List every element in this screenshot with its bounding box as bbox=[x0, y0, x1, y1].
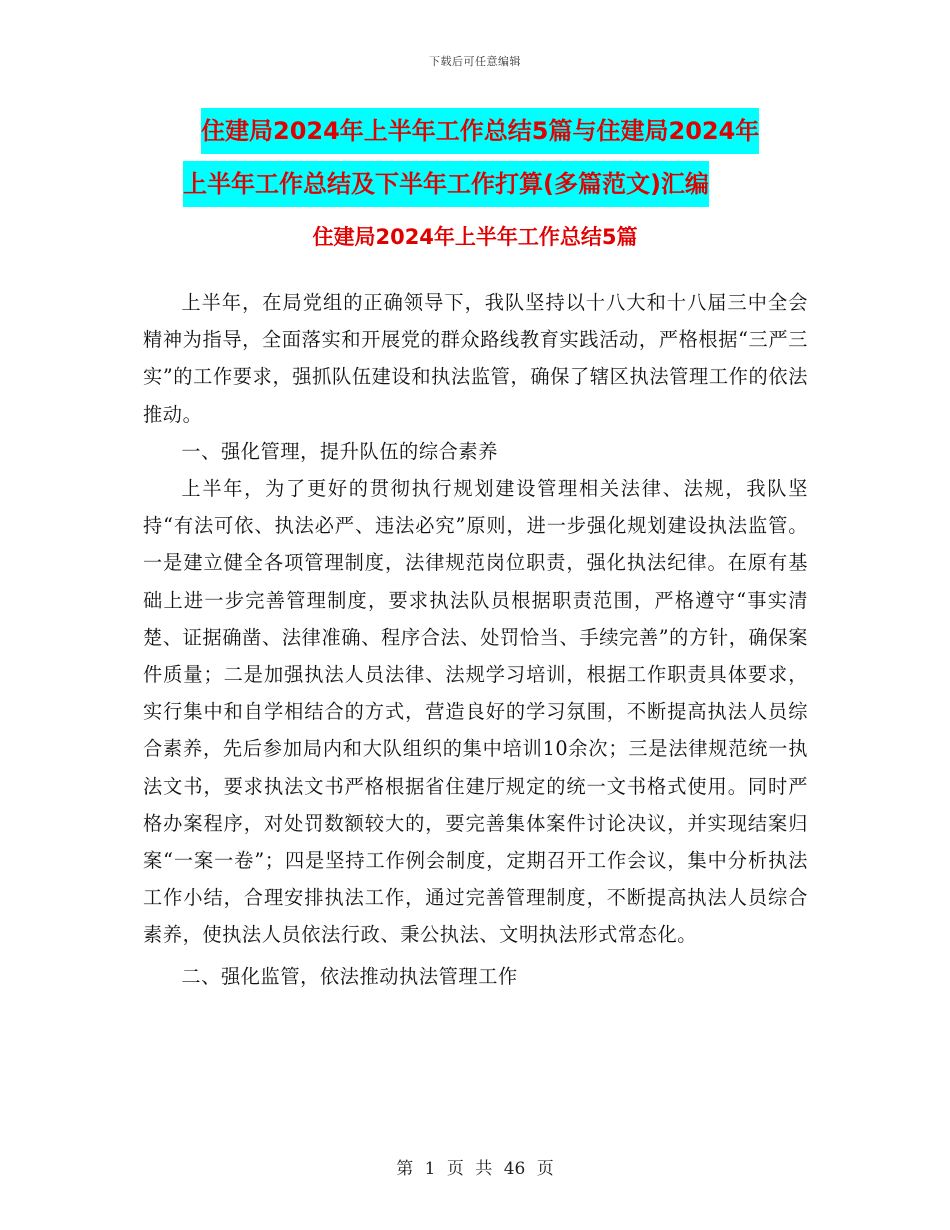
document-title-line-2: 上半年工作总结及下半年工作打算(多篇范文)汇编 bbox=[183, 161, 709, 207]
document-title bbox=[183, 106, 823, 212]
document-title-line-1: 住建局2024年上半年工作总结5篇与住建局2024年 bbox=[201, 108, 759, 154]
heading-section-2: 二、强化监管，依法推动执法管理工作 bbox=[181, 964, 518, 988]
section-title: 住建局2024年上半年工作总结5篇 bbox=[312, 225, 638, 249]
paragraph-intro: 上半年，在局党组的正确领导下，我队坚持以十八大和十八届三中全会精神为指导，全面落实和开展党的群众路线教育实践活动，严格根据“三严三实”的工作要求，强抓队伍建设和执法监管，确保了辖区执法管理工作的依法推动。 bbox=[143, 291, 808, 426]
page-header-note: 下载后可任意编辑 bbox=[429, 55, 521, 68]
paragraph-section-1: 上半年，为了更好的贯彻执行规划建设管理相关法律、法规，我队坚持“有法可依、执法必严、违法必究”原则，进一步强化规划建设执法监管。一是建立健全各项管理制度，法律规范岗位职责，强化执法纪律。在原有基础上进一步完善管理制度，要求执法队员根据职责范围，严格遵守“事实清楚、证据确凿、法律准确、程序合法、处罚恰当、手续完善”的方针，确保案件质量；二是加强执法人员法律、法规学习培训，根据工作职责具体要求，实行集中和自学相结合的方式，营造良好的学习氛围，不断提高执法人员综合素养，先后参加局内和大队组织的集中培训10余次；三是法律规范统一执法文书，要求执法文书严格根据省住建厅规定的统一文书格式使用。同时严格办案程序，对处罚数额较大的，要完善集体案件讨论决议，并实现结案归案“一案一卷”；四是坚持工作例会制度，定期召开工作会议，集中分析执法工作小结，合理安排执法工作，通过完善管理制度，不断提高执法人员综合素养，使执法人员依法行政、秉公执法、文明执法形式常态化。 bbox=[143, 477, 808, 947]
document-body bbox=[143, 284, 808, 995]
page-number: 第 1 页 共 46 页 bbox=[396, 1159, 554, 1179]
heading-section-1: 一、强化管理，提升队伍的综合素养 bbox=[181, 439, 498, 463]
